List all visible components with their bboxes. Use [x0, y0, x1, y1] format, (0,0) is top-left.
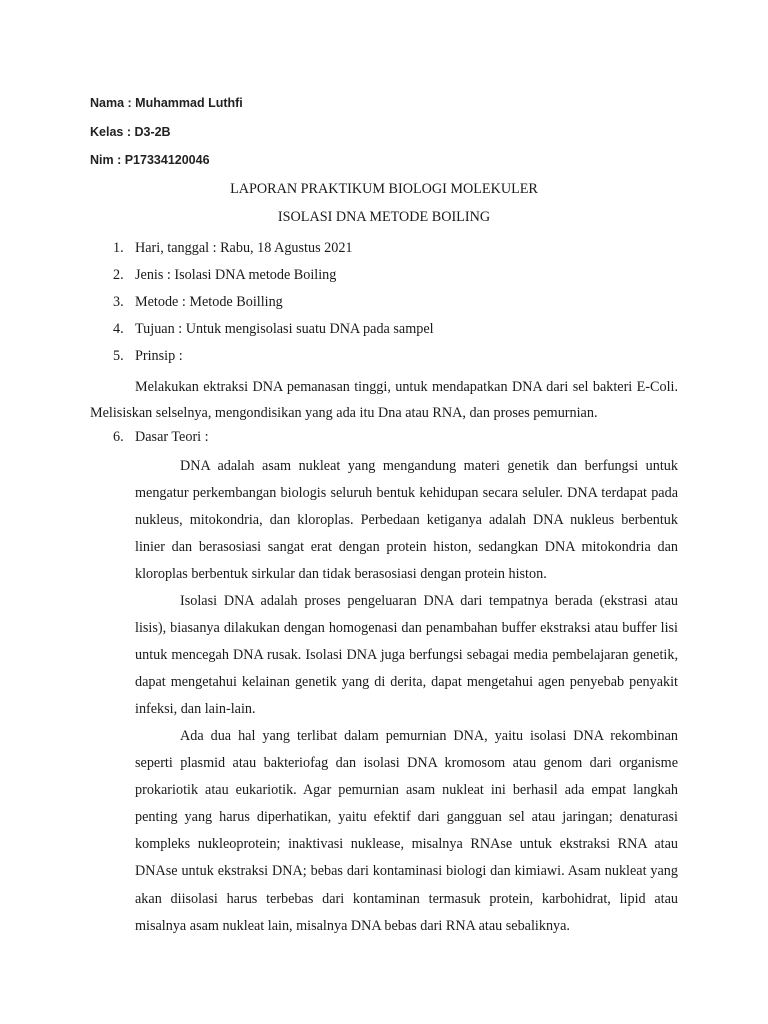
list-item — [113, 267, 336, 284]
list-text: Hari, tanggal : Rabu, 18 Agustus 2021 — [135, 240, 353, 256]
theory-paragraph-1: DNA adalah asam nukleat yang mengandung materi genetik dan berfungsi untuk mengatur perkembangan biologis seluruh bentuk kehidupan secara seluler. DNA terdapat pada nukleus, mitokondria, dan kloroplas. Perbedaan ketiganya adalah DNA nukleus berbentuk linier dan berasosiasi sangat erat dengan protein histon, sedangkan DNA mitokondria dan kloroplas berbentuk sirkular dan tidak berasosiasi dengan protein histon. — [135, 458, 678, 583]
list-item — [113, 294, 283, 311]
list-number: 5. — [113, 348, 124, 364]
document-subtitle: ISOLASI DNA METODE BOILING — [277, 209, 491, 225]
list-text: Prinsip : — [135, 348, 183, 364]
prinsip-paragraph: Melakukan ektraksi DNA pemanasan tinggi, untuk mendapatkan DNA dari sel bakteri E-Coli. Melisiskan selselnya, mengondisikan yang ada itu Dna atau RNA, dan proses pemurnian. — [90, 379, 678, 421]
list-item — [113, 429, 209, 446]
list-item — [113, 348, 183, 365]
list-number: 3. — [113, 294, 124, 310]
list-text: Tujuan : Untuk mengisolasi suatu DNA pada sampel — [135, 321, 434, 337]
list-text: Jenis : Isolasi DNA metode Boiling — [135, 267, 337, 283]
theory-paragraph-3: Ada dua hal yang terlibat dalam pemurnian DNA, yaitu isolasi DNA rekombinan seperti plasmid atau bakteriofag dan isolasi DNA kromosom atau genom dari organisme prokariotik atau eukariotik. Agar pemurnian asam nukleat ini berhasil ada empat langkah penting yang harus diperhatikan, yaitu efektif dari gangguan sel atau jaringan; denaturasi kompleks nukleoprotein; inaktivasi nuklease, misalnya RNAse untuk ekstraksi RNA atau DNAse untuk ekstraksi DNA; bebas dari kontaminasi biologi dan kimiawi. Asam nukleat yang akan diisolasi harus terbebas dari kontaminan termasuk protein, karbohidrat, lipid atau misalnya asam nukleat lain, misalnya DNA bebas dari RNA atau sebaliknya. — [135, 728, 678, 934]
list-number: 2. — [113, 267, 124, 283]
list-item — [113, 321, 434, 338]
list-number: 4. — [113, 321, 124, 337]
student-class: Kelas : D3-2B — [90, 125, 171, 139]
list-number: 1. — [113, 240, 124, 256]
list-number: 6. — [113, 429, 124, 445]
list-item — [113, 240, 353, 257]
theory-paragraph-2: Isolasi DNA adalah proses pengeluaran DNA dari tempatnya berada (ekstrasi atau lisis), biasanya dilakukan dengan homogenasi dan penambahan buffer ekstraksi atau buffer lisi untuk mencegah DNA rusak. Isolasi DNA juga berfungsi sebagai media pembelajaran genetik, dapat mengetahui kelainan genetik yang di derita, dapat mengetahui agen penyebab penyakit infeksi, dan lain-lain. — [135, 593, 678, 718]
document-title: LAPORAN PRAKTIKUM BIOLOGI MOLEKULER — [230, 181, 538, 197]
student-name: Nama : Muhammad Luthfi — [90, 96, 243, 110]
student-nim: Nim : P17334120046 — [90, 153, 210, 167]
list-text: Metode : Metode Boilling — [135, 294, 283, 310]
list-text: Dasar Teori : — [135, 429, 209, 445]
